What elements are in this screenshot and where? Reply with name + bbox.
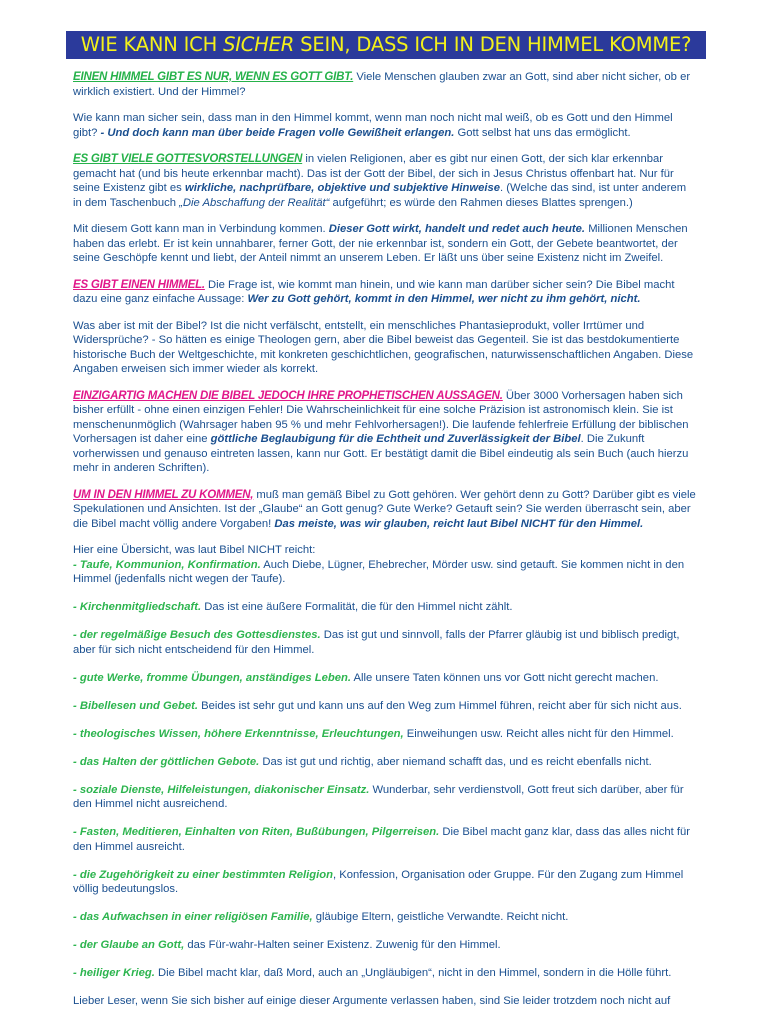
paragraph-4 [73,222,698,266]
list-item-text: Wunderbar, sehr verdienstvoll, Gott freut sich darüber, aber für den Himmel nicht ausreichend. [73,783,684,810]
title-banner [66,31,706,59]
paragraph-5 [73,278,698,307]
paragraph-2 [73,111,698,140]
list-item [73,825,698,854]
list-item-text: das Für-wahr-Halten seiner Existenz. Zuwenig für den Himmel. [184,939,501,951]
p3-italic: „Die Abschaffung der Realität“ [179,196,330,209]
list-item [73,910,698,925]
paragraph-6: Was aber ist mit der Bibel? Ist die nicht verfälscht, entstellt, ein menschliches Phantasieprodukt, voller Irrtümer und Widersprüche? - So hätten es einige Theologen gern, aber die Bibel beweist das Gegenteil. Sie ist das bestdokumentierte historische Buch der Weltgeschichte, mit konkreten geschichtlichen, geografischen, naturwissenschaftlichen Angaben. Diese Angaben erweisen sich immer wieder als korrekt. [73,319,694,375]
closing-paragraph: Lieber Leser, wenn Sie sich bisher auf einige dieser Argumente verlassen haben, sind Sie leider trotzdem noch nicht auf [73,995,671,1007]
title-italic: SICHER [223,33,295,56]
list-item-label: - soziale Dienste, Hilfeleistungen, diakonischer Einsatz. [73,783,370,796]
list-item-text: Die Bibel macht ganz klar, dass das alles nicht für den Himmel ausreicht. [73,826,691,853]
list-item-text: Die Bibel macht klar, daß Mord, auch an „Ungläubigen“, nicht in den Himmel, sondern in die Hölle führt. [154,967,672,979]
p5-text: Die Frage ist, wie kommt man hinein, und wie kann man darüber sicher sein? Die Bibel macht dazu eine ganz einfache Aussage: [73,278,675,305]
list-item-text: Einweihungen usw. Reicht alles nicht für den Himmel. [403,727,674,740]
list-item-label: - Fasten, Meditieren, Einhalten von Riten, Bußübungen, Pilgerreisen. [73,826,440,838]
list-item-label: - der Glaube an Gott, [73,939,185,951]
p2-text: Wie kann man sicher sein, dass man in den Himmel kommt, wenn man noch nicht mal weiß, ob es Gott und den Himmel gibt? [73,112,673,139]
p1-text: Viele Menschen glauben zwar an Gott, sind aber nicht sicher, ob er wirklich existiert. Und der Himmel? [73,71,691,98]
list-item-label: - theologisches Wissen, höhere Erkenntnisse, Erleuchtungen, [73,727,404,740]
list-item-text: Das ist gut und sinnvoll, falls der Pfarrer gläubig ist und biblisch predigt, aber für sich nicht entscheidend für den Himmel. [73,629,680,656]
p4-text: Mit diesem Gott kann man in Verbindung kommen. [73,223,329,235]
p4-bold: Dieser Gott wirkt, handelt und redet auch heute. [328,223,586,235]
title-part1: WIE KANN ICH [80,33,224,56]
article-body [73,70,698,1021]
list-item [73,628,698,657]
list-intro: Hier eine Übersicht, was laut Bibel NICHT reicht: [73,544,316,556]
paragraph-7 [73,389,698,476]
list-item-text: Das ist gut und richtig, aber niemand schafft das, und es reicht ebenfalls nicht. [259,755,652,768]
list-item-label: - Bibellesen und Gebet. [73,699,199,712]
paragraph-1 [73,70,698,99]
p7-bold: göttliche Beglaubigung für die Echtheit und Zuverlässigkeit der Bibel [210,433,581,445]
list-item [73,938,698,953]
list-item-label: - das Halten der göttlichen Gebote. [73,755,260,768]
list-item [73,558,698,587]
p2-bold: - Und doch kann man über beide Fragen volle Gewißheit erlangen. [100,126,455,139]
list-item-label: - gute Werke, fromme Übungen, anständiges Leben. [73,671,351,684]
list-item-text: Beides ist sehr gut und kann uns auf den Weg zum Himmel führen, reicht aber für sich nicht aus. [198,699,682,712]
p7-text2: . Die Zukunft vorherwissen und genauso eintreten lassen, kann nur Gott. Er bestätigt damit die Bibel eindeutig als sein Buch (auch hierzu mehr in anderen Schriften). [73,433,689,474]
list-item [73,671,698,686]
p5-bold: Wer zu Gott gehört, kommt in den Himmel, wer nicht zu ihm gehört, nicht. [247,293,641,305]
list-item [73,699,698,714]
p8-bold: Das meiste, was wir glauben, reicht laut Bibel NICHT für den Himmel. [274,517,644,530]
heading-gottesvorstellungen: ES GIBT VIELE GOTTESVORSTELLUNGEN [73,153,303,165]
list-item [73,600,698,615]
list-item [73,868,698,897]
not-enough-list [73,558,698,981]
list-item-text: , Konfession, Organisation oder Gruppe. Für den Zugang zum Himmel völlig bedeutungslos. [73,868,684,895]
list-item-label: - das Aufwachsen in einer religiösen Familie, [73,911,313,923]
list-item-text: Auch Diebe, Lügner, Ehebrecher, Mörder usw. sind getauft. Sie kommen nicht in den Himmel (jedenfalls nicht wegen der Taufe). [73,558,685,585]
list-item [73,966,698,981]
list-item-text: Alle unsere Taten können uns vor Gott nicht gerecht machen. [350,671,659,684]
title-part2: SEIN, DASS ICH IN DEN HIMMEL KOMME? [294,33,692,56]
heading-es-gibt-einen-himmel: ES GIBT EINEN HIMMEL. [73,278,205,291]
list-item-text: gläubige Eltern, geistliche Verwandte. Reicht nicht. [312,911,569,923]
p2-text2: Gott selbst hat uns das ermöglicht. [454,126,631,139]
paragraph-8 [73,488,698,532]
p8-text: muß man gemäß Bibel zu Gott gehören. Wer gehört denn zu Gott? Darüber gibt es viele Spekulationen und Ansichten. Ist der „Glaube“ an Gott genug? Gute Werke? Getauft sein? Sie werden überrascht sein, aber die Bibel macht völlig andere Vorgaben! [73,488,696,530]
heading-einen-himmel: EINEN HIMMEL GIBT ES NUR, WENN ES GOTT GIBT. [73,71,354,83]
list-item [73,755,698,770]
p7-text: Über 3000 Vorhersagen haben sich bisher erfüllt - ohne einen einzigen Fehler! Die Wahrscheinlichkeit für eine solche Präzision ist astronomisch klein. Sie ist menschenunmöglich (Wahrsager haben 95 % und mehr Fehlvorhersagen!). Die laufende fehlerfreie Erfüllung der biblischen Vorhersagen ist daher eine [73,389,689,445]
p3-text: in vielen Religionen, aber es gibt nur einen Gott, der sich klar erkennbar gemacht hat (und bis heute erkennbar macht). Das ist der Gott der Bibel, der sich in Jesus Christus offenbart hat. Nur für seine Existenz gibt es [73,153,674,194]
p3-text3: aufgeführt; es würde den Rahmen dieses Blattes sprengen.) [329,196,633,209]
list-item-text: Das ist eine äußere Formalität, die für den Himmel nicht zählt. [201,601,513,613]
heading-um-in-den-himmel: UM IN DEN HIMMEL ZU KOMMEN, [73,488,254,501]
p3-text2: . (Welche das sind, ist unter anderem in dem Taschenbuch [73,182,687,209]
heading-einzigartig: EINZIGARTIG MACHEN DIE BIBEL JEDOCH IHRE PROPHETISCHEN AUSSAGEN. [73,389,503,402]
list-item-label: - Kirchenmitgliedschaft. [73,601,202,613]
list-item-label: - die Zugehörigkeit zu einer bestimmten Religion [73,868,334,881]
list-item [73,783,698,812]
list-item-label: - heiliger Krieg. [73,967,155,979]
list-item-label: - der regelmäßige Besuch des Gottesdienstes. [73,629,321,641]
p4-text2: Millionen Menschen haben das erlebt. Er ist kein unnahbarer, ferner Gott, der nie erkennbar ist, sondern ein Gott, der Gebete beantwortet, der seine Geschöpfe kennt und liebt, der Anteil nimmt an unserem Leben. Er läßt uns über seine Existenz nicht im Zweifel. [73,223,688,264]
p3-bold: wirkliche, nachprüfbare, objektive und subjektive Hinweise [184,182,501,194]
paragraph-3 [73,152,698,210]
list-item-label: Taufe, Kommunion, Konfirmation. [79,558,261,571]
list-item [73,727,698,742]
list-item-prefix: - [73,558,80,571]
